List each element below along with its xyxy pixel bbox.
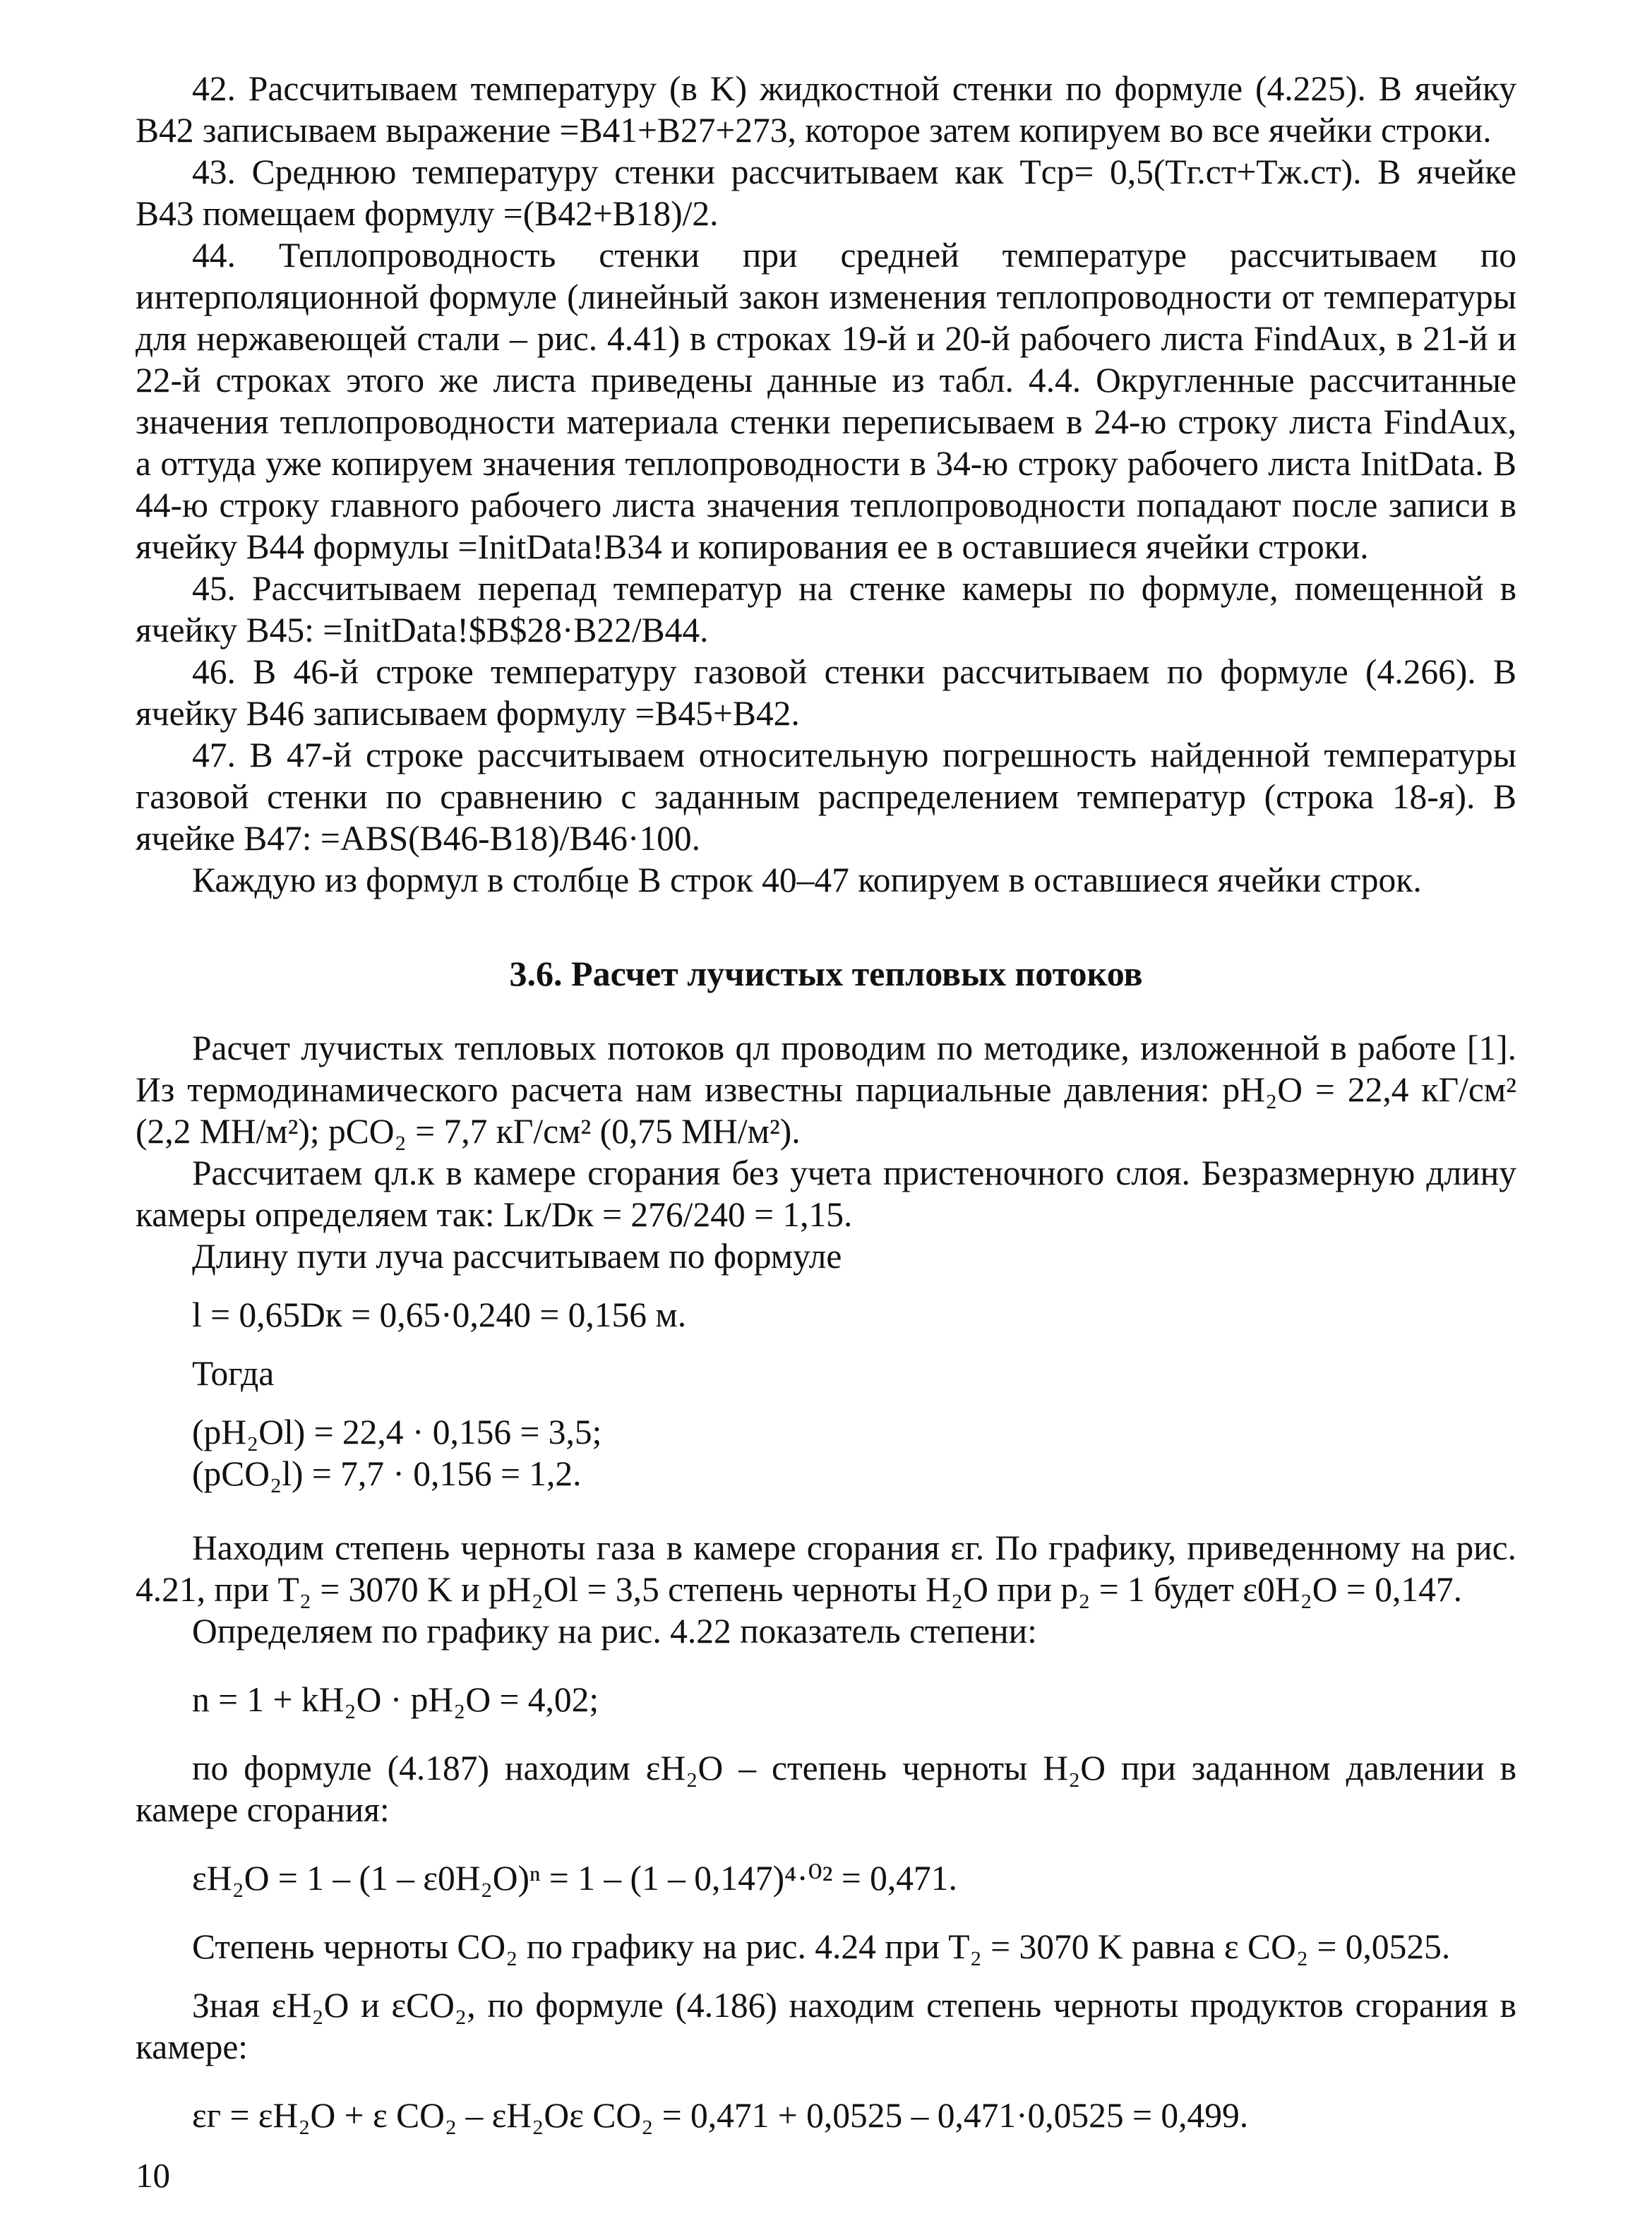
paragraph-43: 43. Среднюю температуру стенки рассчитываем как Tср= 0,5(Tг.ст+Tж.ст). В ячейке B43 помещаем формулу =(B42+B18)/2. [136, 152, 1516, 233]
paragraph-ray-length: Длину пути луча рассчитываем по формуле [192, 1237, 842, 1276]
page-body [136, 68, 1516, 2136]
paragraph-47: 47. В 47-й строке рассчитываем относительную погрешность найденной температуры газовой стенки по сравнению с заданным распределением температур (строка 18-я). В ячейке B47: =ABS(B46-B18)/B46·100. [136, 736, 1516, 858]
paragraph-formula-4187: по формуле (4.187) находим εH₂O – степень черноты H₂O при заданном давлении в камере сгорания: [136, 1749, 1516, 1829]
paragraph-co2-emissivity: Степень черноты CO₂ по графику на рис. 4.24 при T₂ = 3070 K равна ε CO₂ = 0,0525. [192, 1927, 1451, 1966]
equation-pco2: (pCO₂l) = 7,7 · 0,156 = 1,2. [192, 1454, 582, 1493]
paragraph-42: 42. Рассчитываем температуру (в K) жидкостной стенки по формуле (4.225). В ячейку B42 записываем выражение =B41+B27+273, которое затем копируем во все ячейки строки. [136, 69, 1516, 150]
paragraph-46: 46. В 46-й строке температуру газовой стенки рассчитываем по формуле (4.266). В ячейку B46 записываем формулу =B45+B42. [136, 652, 1516, 733]
paragraph-knowing: Зная εH₂O и εCO₂, по формуле (4.186) находим степень черноты продуктов сгорания в камере: [136, 1986, 1516, 2066]
section-heading: 3.6. Расчет лучистых тепловых потоков [509, 954, 1143, 993]
equation-eps-h2o: εH₂O = 1 – (1 – ε0H₂O)ⁿ = 1 – (1 – 0,147)⁴·⁰² = 0,471. [192, 1859, 957, 1898]
paragraph-then: Тогда [192, 1354, 275, 1393]
equation-eps-final: εг = εH₂O + ε CO₂ – εH₂Oε CO₂ = 0,471 + 0,0525 – 0,471·0,0525 = 0,499. [192, 2096, 1249, 2135]
paragraph-exponent: Определяем по графику на рис. 4.22 показатель степени: [192, 1612, 1037, 1651]
paragraph-45: 45. Рассчитываем перепад температур на стенке камеры по формуле, помещенной в ячейку B45: =InitData!$B$28·B22/B44. [136, 569, 1516, 649]
paragraph-intro: Расчет лучистых тепловых потоков qл проводим по методике, изложенной в работе [1]. Из термодинамического расчета нам известны парциальные давления: pH₂O = 22,4 кГ/см² (2,2 МН/м²); pCO₂ = 7,7 кГ/см² (0,75 МН/м²). [136, 1029, 1516, 1151]
equation-ph2o: (pH₂Ol) = 22,4 · 0,156 = 3,5; [192, 1413, 602, 1451]
paragraph-find-emissivity: Находим степень черноты газа в камере сгорания εг. По графику, приведенному на рис. 4.21, при T₂ = 3070 K и pH₂Ol = 3,5 степень черноты H₂O при p₂ = 1 будет ε0H₂O = 0,147. [136, 1528, 1516, 1609]
paragraph-calc: Рассчитаем qл.к в камере сгорания без учета пристеночного слоя. Безразмерную длину камеры определяем так: Lк/Dк = 276/240 = 1,15. [136, 1154, 1516, 1234]
page-number: 10 [136, 2156, 170, 2195]
equation-n: n = 1 + kH₂O · pH₂O = 4,02; [192, 1680, 599, 1719]
paragraph-44: 44. Теплопроводность стенки при средней температуре рассчитываем по интерполяционной формуле (линейный закон изменения теплопроводности от температуры для нержавеющей стали – рис. 4.41) в строках 19-й и 20-й рабочего листа FindAux, в 21-й и 22-й строках этого же листа приведены данные из табл. 4.4. Округленные рассчитанные значения теплопроводности материала стенки переписываем в 24-ю строку листа FindAux, а оттуда уже копируем значения теплопроводности в 34-ю строку рабочего листа InitData. В 44-ю строку главного рабочего листа значения теплопроводности попадают после записи в ячейку B44 формулы =InitData!B34 и копирования ее в оставшиеся ячейки строки. [136, 236, 1516, 566]
paragraph-copy-formulas: Каждую из формул в столбце B строк 40–47 копируем в оставшиеся ячейки строк. [192, 861, 1422, 899]
equation-ray-length: l = 0,65Dк = 0,65·0,240 = 0,156 м. [192, 1295, 687, 1334]
